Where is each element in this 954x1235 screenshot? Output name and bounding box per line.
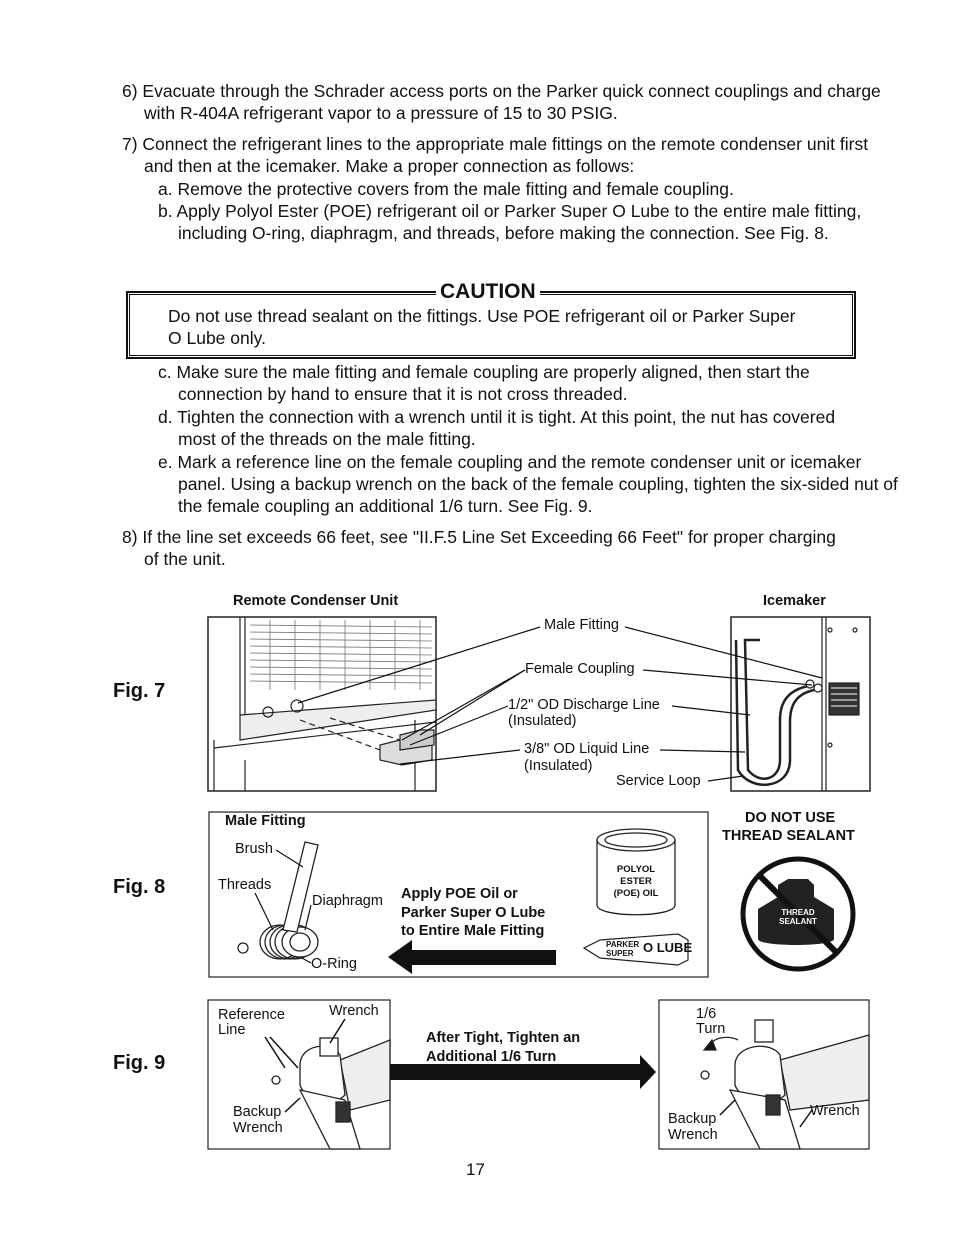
sealant-bottle-label [768,908,828,926]
condenser-illustration [208,617,436,791]
backup-label-right-1: Backup [668,1111,717,1127]
brush-label: Brush [235,841,273,857]
sealant-line-1: THREAD [781,908,815,917]
tube-line-1: PARKER [606,940,640,949]
discharge-insulated-label: (Insulated) [508,713,577,729]
apply-line-1: Apply POE Oil or [401,886,518,902]
icemaker-label: Icemaker [763,593,826,609]
apply-line-2: Parker Super O Lube [401,905,546,921]
step-7: 7) Connect the refrigerant lines to the appropriate male fittings on the remote condenser unit first and then at the icemaker. Make a proper connection as follows: [122,134,869,176]
oring-label: O-Ring [311,956,357,972]
step-6: 6) Evacuate through the Schrader access ports on the Parker quick connect couplings and charge with R-404A refrigerant vapor to a pressure of 15 to 30 PSIG. [122,81,881,123]
reference-label-1: Reference [218,1007,285,1023]
poe-can-line-3: (POE) OIL [613,888,659,899]
backup-label-right-2: Wrench [668,1127,718,1143]
step-8: 8) If the line set exceeds 66 feet, see "II.F.5 Line Set Exceeding 66 Feet" for proper charging of the unit. [122,527,836,569]
wrench-left-illustration [272,1038,390,1149]
step-7c: c. Make sure the male fitting and female coupling are properly aligned, then start the connection by hand to ensure that it is not cross threaded. [158,362,810,404]
step-7b: b. Apply Polyol Ester (POE) refrigerant oil or Parker Super O Lube to the entire male fitting, including O-ring, diaphragm, and threads, before making the connection. See Fig. 8. [158,201,862,243]
page-number: 17 [466,1160,485,1179]
wrench-right-illustration [701,1020,869,1149]
icemaker-illustration [731,617,870,791]
tube-product-label: O LUBE [643,940,693,955]
threads-label: Threads [218,877,272,893]
step-7a: a. Remove the protective covers from the male fitting and female coupling. [158,179,734,199]
fig8-label: Fig. 8 [113,876,166,898]
remote-condenser-label: Remote Condenser Unit [233,593,399,609]
discharge-line-label: 1/2" OD Discharge Line [508,697,660,713]
after-tight-line-2: Additional 1/6 Turn [426,1049,557,1065]
tube-brand-label [606,940,639,958]
male-fitting-illustration [238,842,318,959]
tube-line-2: SUPER [606,949,634,958]
liquid-insulated-label: (Insulated) [524,758,593,774]
fig9-label: Fig. 9 [113,1052,166,1074]
diaphragm-label: Diaphragm [312,893,383,909]
liquid-line-label: 3/8" OD Liquid Line [524,741,650,757]
turn-label-2: Turn [696,1021,726,1037]
poe-can-label [597,864,675,900]
apply-line-3: to Entire Male Fitting [401,923,545,939]
wrench-label-right: Wrench [810,1103,860,1119]
fig8-male-fitting-label: Male Fitting [225,813,306,829]
wrench-label-left: Wrench [329,1003,379,1019]
fig8-arrow [388,940,556,974]
backup-label-left-1: Backup [233,1104,282,1120]
caution-text: Do not use thread sealant on the fittings. Use POE refrigerant oil or Parker Super O Lube only. [168,306,796,348]
service-loop-label: Service Loop [616,773,701,789]
reference-label-2: Line [218,1022,246,1038]
female-coupling-label: Female Coupling [525,661,635,677]
after-tight-line-1: After Tight, Tighten an [426,1030,581,1046]
fig7-label: Fig. 7 [113,680,166,702]
poe-can-line-2: ESTER [620,876,652,887]
step-7d: d. Tighten the connection with a wrench until it is tight. At this point, the nut has covered most of the threads on the male fitting. [158,407,836,449]
turn-label-1: 1/6 [696,1006,717,1022]
male-fitting-label: Male Fitting [544,617,619,633]
sealant-line-2: SEALANT [779,917,817,926]
do-not-use-label: DO NOT USE [745,810,836,826]
backup-label-left-2: Wrench [233,1120,283,1136]
thread-sealant-label: THREAD SEALANT [722,828,855,844]
poe-can-line-1: POLYOL [616,864,656,875]
caution-title: CAUTION [436,280,540,304]
step-7e: e. Mark a reference line on the female coupling and the remote condenser unit or icemaker panel. Using a backup wrench on the back of the female coupling, tighten the six-sided nut of the female coupling an additional 1/6 turn. See Fig. 9. [158,452,898,516]
